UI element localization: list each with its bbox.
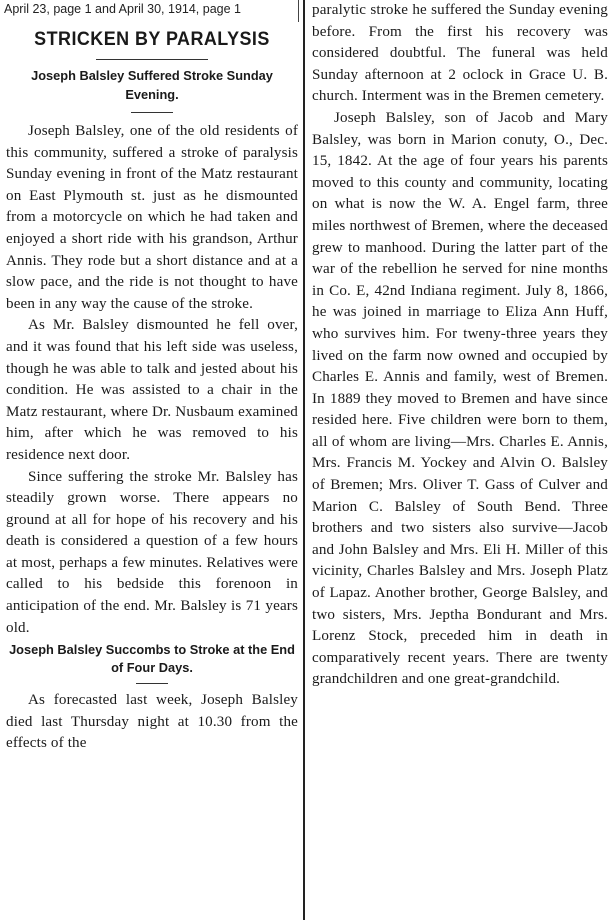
followup-rule: [136, 683, 168, 684]
column-divider: [303, 0, 305, 920]
column-divider-top: [298, 0, 299, 22]
left-column: [6, 22, 298, 755]
paragraph-2: As Mr. Balsley dismounted he fell over, and it was found that his left side was useless, though he was able to talk and jested about his condition. He was assisted to a chair in the Matz restaurant, where Dr. Nusbaum examined him, after which he was removed to his residence next door.: [6, 317, 298, 463]
paragraph-1: Joseph Balsley, one of the old residents of this community, suffered a stroke of paralysis Sunday evening in front of the Matz restaurant on East Plymouth st. just as he dismounted from a motorcycle on which he had taken and enjoyed a short ride with his grandson, Arthur Annis. They rode but a short distance and at a slow pace, and the ride is not thought to have been in any way the cause of the stroke.: [6, 123, 298, 312]
followup-subheadline: Joseph Balsley Succombs to Stroke at the End of Four Days.: [9, 642, 295, 676]
headline-rule: [96, 59, 208, 60]
followup-paragraph: As forecasted last week, Joseph Balsley died last Thursday night at 10.30 from the effects of the: [6, 692, 298, 752]
headline: STRICKEN BY PARALYSIS: [34, 28, 270, 50]
obituary-paragraph: Joseph Balsley, son of Jacob and Mary Balsley, was born in Marion conuty, O., Dec. 15, 1842. At the age of four years his parents moved to this county and community, locating on what is now the W. A. Engel farm, three miles northwest of Bremen, where the deceased grew to manhood. During the latter part of the war of the rebellion he served for nine months in Co. E, 42nd Indiana regiment. July 8, 1866, he was joined in marriage to Eliza Ann Huff, who survives him. For tweny-three years they lived on the farm now owned and occupied by Charles E. Annis and family, west of Bremen. In 1889 they moved to Bremen and have since resided here. Five children were born to them, all of whom are living—Mrs. Charles E. Annis, Mrs. Francis M. Yockey and Alvin O. Balsley of Bremen; Mrs. Oliver T. Gass of Culver and Marion C. Balsley of South Bend. Three brothers and two sisters also survive—Jacob and John Balsley and Mrs. Eli H. Miller of this vicinity, Charles Balsley and Mrs. Joseph Platz of Lapaz. Another brother, George Balsley, and two sisters, Mrs. Jeptha Bondurant and Mrs. Lorenz Stock, preceded him in death in comparatively recent years. There are twenty grandchildren and one great-grandchild.: [312, 109, 608, 688]
right-column: [312, 0, 608, 691]
subheadline: Joseph Balsley Suffered Stroke Sunday Evening.: [31, 68, 273, 102]
continuation-paragraph: paralytic stroke he suffered the Sunday evening before. From the first his recovery was considered doubtful. The funeral was held Sunday afternoon at 2 oclock in Grace U. B. church. Interment was in the Bremen cemetery.: [312, 2, 608, 105]
subhead-rule: [131, 112, 173, 113]
dateline: April 23, page 1 and April 30, 1914, page 1: [4, 2, 241, 16]
paragraph-3: Since suffering the stroke Mr. Balsley has steadily grown worse. There appears no ground at all for hope of his recovery and his death is considered a question of a few hours at most, perhaps a few minutes. Relatives were called to his bedside this forenoon in anticipation of the end. Mr. Balsley is 71 years old.: [6, 468, 298, 636]
